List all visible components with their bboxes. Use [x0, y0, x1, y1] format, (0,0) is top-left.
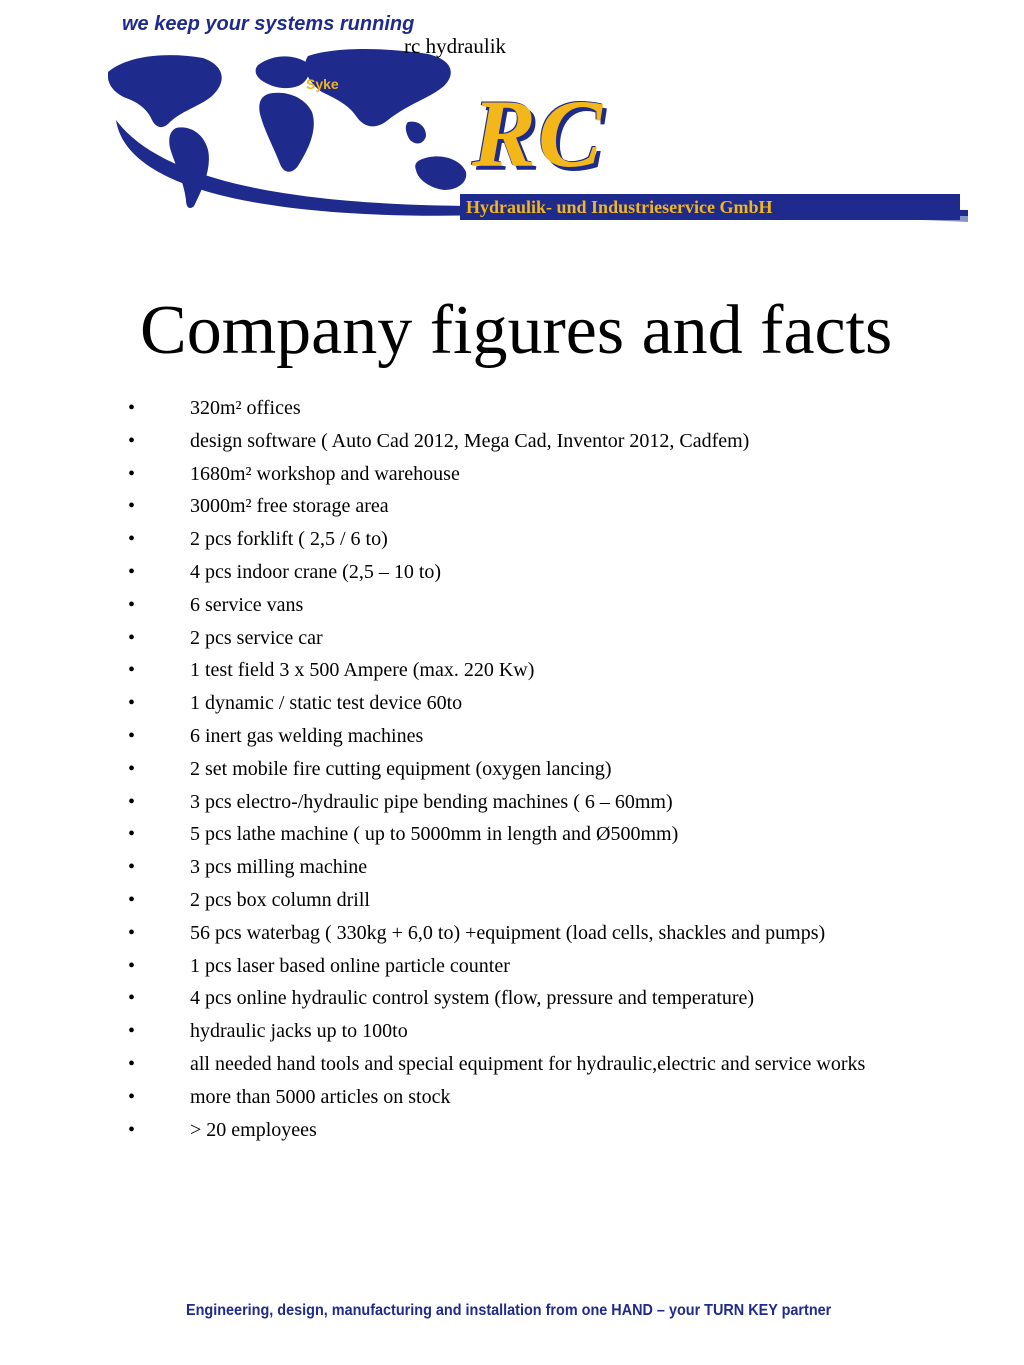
fact-text: 2 pcs forklift ( 2,5 / 6 to)	[190, 528, 388, 551]
bullet-mark: •	[128, 1020, 136, 1043]
logo-company-name: Hydraulik- und Industrieservice GmbH	[466, 197, 773, 217]
bullet-mark: •	[128, 987, 136, 1010]
bullet-mark: •	[128, 724, 136, 747]
bullet-mark: •	[128, 626, 136, 649]
bullet-mark: •	[128, 659, 136, 682]
bullet-mark: •	[128, 823, 136, 846]
bullet-mark: •	[128, 921, 136, 944]
fact-text: 2 pcs box column drill	[190, 888, 370, 911]
fact-text: 3 pcs electro-/hydraulic pipe bending machines ( 6 – 60mm)	[190, 790, 673, 813]
bullet-mark: •	[128, 954, 136, 977]
bullet-mark: •	[128, 462, 136, 485]
fact-text: 3000m² free storage area	[190, 495, 389, 518]
fact-text: design software ( Auto Cad 2012, Mega Cad, Inventor 2012, Cadfem)	[190, 429, 750, 452]
world-map-icon	[108, 49, 466, 208]
fact-text: 1 test field 3 x 500 Ampere (max. 220 Kw)	[190, 659, 535, 682]
logo-brand-mark: RC	[472, 80, 605, 187]
fact-text: 2 set mobile fire cutting equipment (oxygen lancing)	[190, 757, 612, 780]
bullet-mark: •	[128, 593, 136, 616]
fact-text: 1 pcs laser based online particle counter	[190, 954, 510, 977]
fact-text: 56 pcs waterbag ( 330kg + 6,0 to) +equipment (load cells, shackles and pumps)	[190, 921, 826, 944]
bullet-mark: •	[128, 528, 136, 551]
logo-tagline: we keep your systems running	[122, 13, 415, 35]
bullet-mark: •	[128, 495, 136, 518]
bullet-mark: •	[128, 429, 136, 452]
bullet-mark: •	[128, 790, 136, 813]
bullet-mark: •	[128, 1052, 136, 1075]
fact-text: 1 dynamic / static test device 60to	[190, 692, 463, 715]
bullet-mark: •	[128, 757, 136, 780]
logo-location: Syke	[306, 76, 339, 92]
bullet-mark: •	[128, 397, 136, 419]
fact-text: 1680m² workshop and warehouse	[190, 462, 460, 485]
bullet-mark: •	[128, 560, 136, 583]
fact-text: 4 pcs online hydraulic control system (flow, pressure and temperature)	[190, 987, 755, 1010]
fact-text: > 20 employees	[190, 1118, 317, 1141]
bullet-mark: •	[128, 856, 136, 879]
fact-text: all needed hand tools and special equipment for hydraulic,electric and service works	[190, 1052, 866, 1075]
fact-text: 6 service vans	[190, 593, 304, 616]
bullet-mark: •	[128, 1118, 136, 1141]
bullet-mark: •	[128, 692, 136, 715]
bullet-mark: •	[128, 888, 136, 911]
footer-slogan: Engineering, design, manufacturing and installation from one HAND – your TURN KEY partner	[186, 1302, 832, 1319]
fact-text: 6 inert gas welding machines	[190, 724, 424, 747]
fact-text: 4 pcs indoor crane (2,5 – 10 to)	[190, 560, 442, 583]
fact-text: 3 pcs milling machine	[190, 856, 368, 879]
fact-text: 320m² offices	[190, 397, 301, 419]
fact-text: 5 pcs lathe machine ( up to 5000mm in length and Ø500mm)	[190, 823, 679, 846]
fact-text: more than 5000 articles on stock	[190, 1085, 451, 1108]
page-title: Company figures and facts	[140, 292, 893, 369]
fact-text: 2 pcs service car	[190, 626, 323, 649]
bullet-mark: •	[128, 1085, 136, 1108]
header-label: rc hydraulik	[404, 34, 507, 58]
fact-text: hydraulic jacks up to 100to	[190, 1020, 408, 1043]
